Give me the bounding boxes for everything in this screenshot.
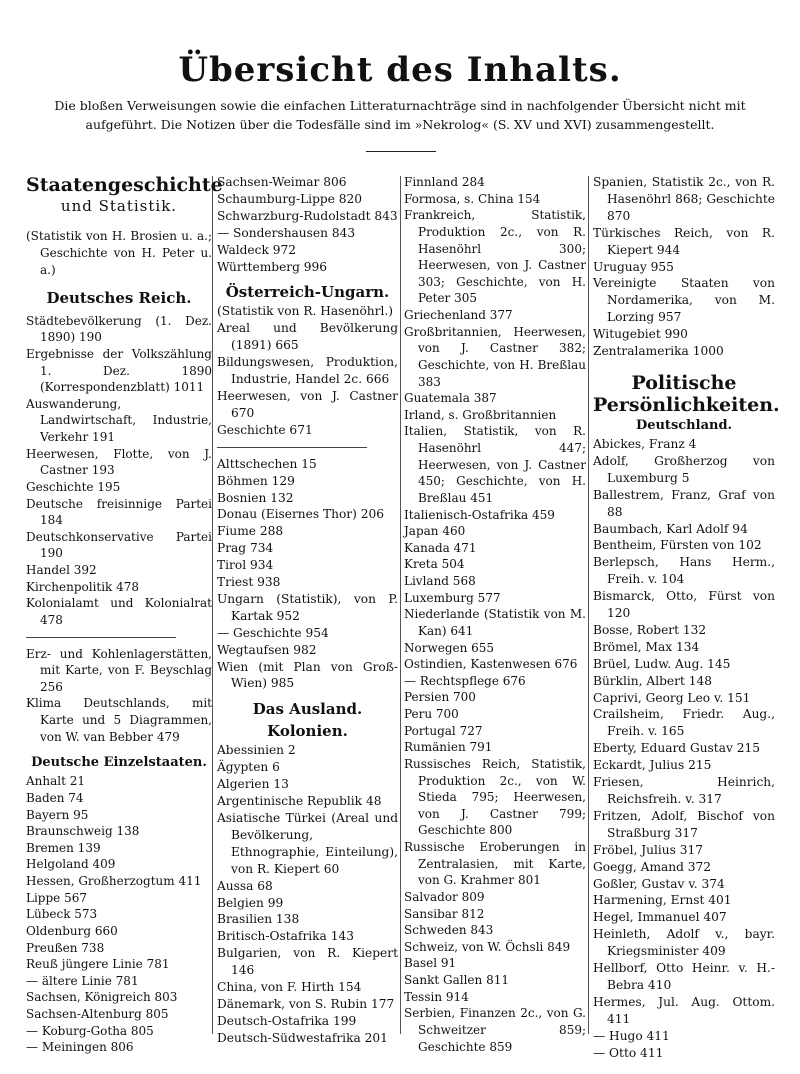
index-entry: Erz- und Kohlenlagerstätten, mit Karte, von F. Beyschlag 256: [26, 646, 212, 694]
index-entry: Donau (Eisernes Thor) 206: [217, 507, 385, 522]
entry-list: [217, 174, 398, 275]
index-entry: — Meiningen 806: [26, 1040, 134, 1055]
index-entry: China, von F. Hirth 154: [217, 980, 362, 995]
index-entry: Bulgarien, von R. Kiepert 146: [217, 946, 398, 978]
index-entry: Bayern 95: [26, 807, 89, 822]
index-entry: Bremen 139: [26, 840, 101, 855]
index-entry: Friesen, Heinrich, Reichsfreih. v. 317: [593, 775, 775, 806]
index-entry: Städtebevölkerung (1. Dez. 1890) 190: [26, 313, 212, 345]
index-entry: Reuß jüngere Linie 781: [26, 957, 170, 972]
index-entry: Japan 460: [404, 524, 466, 539]
index-entry: — Geschichte 954: [217, 625, 329, 640]
index-entry: Sachsen-Altenburg 805: [26, 1007, 169, 1022]
index-entry: — Koburg-Gotha 805: [26, 1023, 154, 1038]
index-entry: Russisches Reich, Statistik, Produktion 2c., von W. Stieda 795; Heerwesen, von J. Castner 799; Geschichte 800: [404, 756, 586, 838]
index-entry: Livland 568: [404, 574, 476, 588]
index-entry: Caprivi, Georg Leo v. 151: [593, 690, 751, 705]
index-entry: Salvador 809: [404, 889, 485, 904]
index-entry: Guatemala 387: [404, 391, 497, 406]
index-entry: Luxemburg 577: [404, 590, 501, 605]
column-divider: [400, 176, 401, 1034]
index-entry: Brasilien 138: [217, 912, 300, 927]
index-entry: — Rechtspflege 676: [404, 673, 526, 688]
index-column-1: [26, 174, 223, 1056]
index-entry: Kreta 504: [404, 557, 465, 572]
entry-list: [217, 742, 398, 1046]
entry-list: [593, 436, 775, 1062]
section-note: (Statistik von R. Hasenöhrl.): [217, 304, 393, 319]
index-entry: Großbritannien, Heerwesen, von J. Castner 382; Geschichte, von H. Breßlau 383: [404, 324, 586, 389]
index-entry: Geschichte 195: [26, 479, 121, 494]
index-entry: Ungarn (Statistik), von P. Kartak 952: [217, 591, 398, 623]
index-entry: Spanien, Statistik 2c., von R. Hasenöhrl 868; Geschichte 870: [593, 175, 775, 223]
index-entry: Goßler, Gustav v. 374: [593, 876, 725, 891]
index-column-3: [404, 174, 586, 1055]
index-entry: Britisch-Ostafrika 143: [217, 929, 354, 944]
index-entry: Algerien 13: [217, 777, 289, 792]
index-entry: Fröbel, Julius 317: [593, 842, 704, 857]
index-entry: Alttschechen 15: [217, 456, 317, 471]
index-entry: Kolonialamt und Kolonialrat 478: [26, 596, 212, 627]
index-entry: Norwegen 655: [404, 640, 495, 655]
index-entry: Abessinien 2: [217, 743, 296, 758]
entry-list: [26, 646, 212, 746]
title-rule: [366, 151, 436, 152]
index-entry: Deutsch-Ostafrika 199: [217, 1013, 357, 1028]
index-entry: Hessen, Großherzogtum 411: [26, 874, 202, 889]
index-entry: Heinleth, Adolf v., bayr. Kriegsminister 409: [593, 927, 775, 959]
entry-list: [217, 456, 398, 693]
index-entry: Eberty, Eduard Gustav 215: [593, 741, 760, 756]
index-entry: Bürklin, Albert 148: [593, 673, 712, 688]
index-entry: Oldenburg 660: [26, 923, 118, 938]
index-entry: Prag 734: [217, 541, 274, 556]
index-entry: Vereinigte Staaten von Nordamerika, von M. Lorzing 957: [593, 276, 775, 325]
index-entry: Niederlande (Statistik von M. Kan) 641: [404, 607, 586, 638]
index-entry: Argentinische Republik 48: [217, 794, 382, 809]
index-entry: Baden 74: [26, 790, 84, 805]
index-entry: Bildungswesen, Produktion, Industrie, Handel 2c. 666: [217, 355, 398, 387]
index-entry: Irland, s. Großbritannien: [404, 407, 557, 422]
index-entry: Bentheim, Fürsten von 102: [593, 538, 762, 553]
index-entry: Frankreich, Statistik, Produktion 2c., von R. Hasenöhrl 300; Heerwesen, von J. Castner 303; Geschichte, von H. Peter 305: [404, 208, 586, 306]
index-entry: Deutsch-Südwestafrika 201: [217, 1030, 388, 1045]
index-entry: Russische Eroberungen in Zentralasien, mit Karte, von G. Krahmer 801: [404, 840, 586, 888]
index-entry: Adolf, Großherzog von Luxemburg 5: [593, 453, 775, 485]
index-entry: Geschichte 671: [217, 422, 313, 437]
index-entry: Persien 700: [404, 690, 476, 705]
index-entry: Lübeck 573: [26, 907, 98, 922]
index-entry: Fiume 288: [217, 524, 284, 539]
section-heading: Staatengeschichte: [26, 174, 223, 196]
group-heading: Österreich-Ungarn.: [225, 283, 390, 302]
index-entry: Braunschweig 138: [26, 824, 140, 839]
index-entry: Waldeck 972: [217, 242, 296, 257]
index-entry: Helgoland 409: [26, 857, 116, 872]
index-entry: Sachsen-Weimar 806: [217, 175, 347, 189]
index-entry: Tessin 914: [404, 989, 469, 1004]
index-entry: Ägypten 6: [217, 760, 280, 775]
group-heading: Deutsche Einzelstaaten.: [31, 755, 207, 771]
index-entry: Formosa, s. China 154: [404, 191, 541, 206]
index-entry: Türkisches Reich, von R. Kiepert 944: [593, 225, 775, 257]
section-note: (Statistik von H. Brosien u. a.; Geschichte von H. Peter u. a.): [26, 229, 212, 277]
page-title: Übersicht des Inhalts.: [178, 50, 622, 90]
index-entry: — Otto 411: [593, 1045, 664, 1060]
column-divider: [212, 176, 213, 1034]
index-entry: Eckardt, Julius 215: [593, 758, 712, 773]
separator-rule: [217, 447, 367, 448]
index-entry: Böhmen 129: [217, 473, 295, 488]
index-entry: Ballestrem, Franz, Graf von 88: [593, 487, 775, 519]
index-entry: Bismarck, Otto, Fürst von 120: [593, 589, 775, 621]
index-entry: Bosnien 132: [217, 490, 294, 505]
index-entry: Auswanderung, Landwirtschaft, Industrie, Verkehr 191: [26, 396, 212, 445]
index-entry: Aussa 68: [217, 878, 273, 893]
index-entry: Dänemark, von S. Rubin 177: [217, 996, 395, 1011]
index-entry: Sankt Gallen 811: [404, 973, 509, 987]
index-entry: Asiatische Türkei (Areal und Bevölkerung, Ethnographie, Einteilung), von R. Kiepert 60: [217, 811, 398, 876]
index-entry: Wegtaufsen 982: [217, 642, 317, 657]
index-entry: Bosse, Robert 132: [593, 622, 707, 637]
index-entry: Finnland 284: [404, 175, 485, 189]
index-entry: Triest 938: [217, 575, 281, 590]
index-entry: Handel 392: [26, 563, 97, 578]
index-entry: Deutsche freisinnige Partei 184: [26, 496, 212, 528]
index-entry: Witugebiet 990: [593, 327, 688, 342]
index-entry: Berlepsch, Hans Herm., Freih. v. 104: [593, 555, 775, 587]
entry-list: [593, 174, 775, 360]
index-entry: Ostindien, Kastenwesen 676: [404, 657, 578, 672]
section-heading: Politische Persönlichkeiten.: [593, 371, 780, 416]
entry-list: [26, 313, 212, 629]
index-entry: Heerwesen, Flotte, von J. Castner 193: [26, 446, 212, 478]
index-entry: Preußen 738: [26, 940, 105, 955]
index-entry: Brüel, Ludw. Aug. 145: [593, 656, 731, 671]
index-entry: Wien (mit Plan von Groß-Wien) 985: [217, 659, 398, 691]
index-entry: Württemberg 996: [217, 259, 328, 274]
index-entry: Goegg, Amand 372: [593, 859, 712, 874]
entry-list: [26, 773, 212, 1056]
index-entry: Ergebnisse der Volkszählung 1. Dez. 1890 (Korrespondenzblatt) 1011: [26, 346, 212, 395]
index-entry: Fritzen, Adolf, Bischof von Straßburg 317: [593, 808, 775, 840]
index-entry: Schwarzburg-Rudolstadt 843: [217, 208, 398, 223]
index-entry: Sachsen, Königreich 803: [26, 990, 178, 1005]
entry-list: [404, 174, 586, 1055]
index-entry: Serbien, Finanzen 2c., von G. Schweitzer 859; Geschichte 859: [404, 1006, 586, 1054]
index-entry: Hegel, Immanuel 407: [593, 910, 727, 925]
index-entry: Kirchenpolitik 478: [26, 579, 140, 594]
index-entry: Italien, Statistik, von R. Hasenöhrl 447; Heerwesen, von J. Castner 450; Geschichte, von H. Breßlau 451: [404, 424, 586, 505]
group-heading: Deutsches Reich.: [46, 288, 192, 307]
index-entry: Harmening, Ernst 401: [593, 893, 732, 908]
index-entry: — Sondershausen 843: [217, 225, 356, 240]
index-entry: Belgien 99: [217, 895, 284, 910]
index-entry: Uruguay 955: [593, 259, 674, 274]
index-entry: Anhalt 21: [26, 774, 86, 789]
index-entry: Sansibar 812: [404, 906, 485, 921]
index-column-2: [217, 174, 398, 1047]
index-entry: Schaumburg-Lippe 820: [217, 191, 363, 206]
index-entry: Peru 700: [404, 707, 459, 721]
index-entry: Heerwesen, von J. Castner 670: [217, 388, 398, 420]
intro-text: Die bloßen Verweisungen sowie die einfachen Litteraturnachträge sind in nachfolgender Übersicht nicht mit aufgeführt. Die Notizen über die Todesfälle sind im »Nekrolog« (S. XV und XVI) zusammengestellt.: [54, 98, 746, 132]
index-entry: Italienisch-Ostafrika 459: [404, 507, 555, 522]
group-heading: Das Ausland. Kolonien.: [252, 700, 363, 741]
index-entry: Zentralamerika 1000: [593, 344, 724, 359]
index-entry: Areal und Bevölkerung (1891) 665: [217, 321, 398, 353]
index-entry: Brömel, Max 134: [593, 639, 700, 654]
index-entry: Schweiz, von W. Öchsli 849: [404, 939, 571, 954]
index-entry: Crailsheim, Friedr. Aug., Freih. v. 165: [593, 707, 775, 739]
index-entry: Abickes, Franz 4: [593, 436, 697, 451]
group-heading: Deutschland.: [635, 417, 733, 433]
index-entry: Griechenland 377: [404, 308, 513, 322]
separator-rule: [26, 637, 176, 638]
index-entry: Rumänien 791: [404, 740, 493, 755]
index-entry: Lippe 567: [26, 890, 87, 905]
section-subheading: und Statistik.: [60, 197, 178, 215]
index-entry: Kanada 471: [404, 540, 477, 555]
index-entry: — ältere Linie 781: [26, 973, 139, 988]
index-entry: Portugal 727: [404, 723, 483, 738]
index-entry: Klima Deutschlands, mit Karte und 5 Diagrammen, von W. van Bebber 479: [26, 696, 212, 744]
index-entry: Baumbach, Karl Adolf 94: [593, 521, 748, 536]
index-column-4: [593, 174, 780, 1062]
index-entry: Basel 91: [404, 956, 457, 971]
index-entry: Deutschkonservative Partei 190: [26, 529, 212, 561]
index-entry: Schweden 843: [404, 923, 494, 938]
index-entry: Hermes, Jul. Aug. Ottom. 411: [593, 994, 775, 1026]
index-entry: — Hugo 411: [593, 1028, 670, 1043]
index-entry: Tirol 934: [217, 558, 274, 573]
entry-list: [217, 320, 398, 438]
index-entry: Hellborf, Otto Heinr. v. H.-Bebra 410: [593, 961, 775, 992]
column-divider: [588, 176, 589, 1034]
